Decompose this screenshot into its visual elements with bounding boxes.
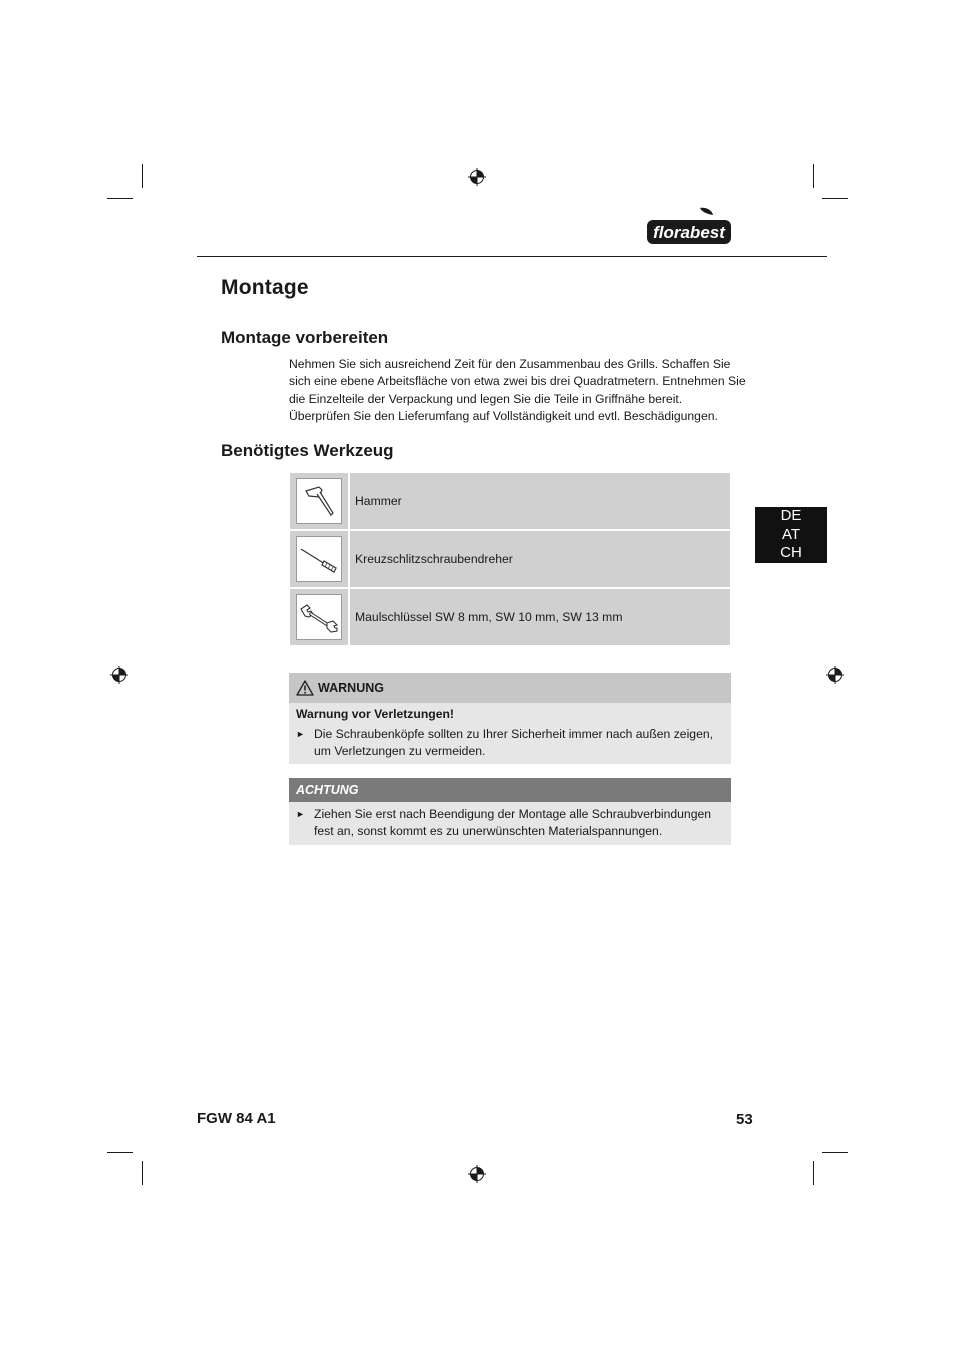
bullet-item bbox=[296, 726, 723, 761]
tool-row bbox=[290, 473, 730, 531]
language-tab bbox=[755, 507, 827, 563]
caution-box bbox=[289, 778, 731, 845]
crop-mark bbox=[822, 1152, 848, 1153]
section-heading-tools: Benötigtes Werkzeug bbox=[221, 441, 394, 460]
language-code: CH bbox=[780, 544, 802, 561]
footer-model: FGW 84 A1 bbox=[197, 1110, 276, 1127]
tool-label: Kreuzschlitzschraubendreher bbox=[355, 552, 513, 566]
tool-image-cell bbox=[290, 589, 350, 645]
paragraph-line: Überprüfen Sie den Lieferumfang auf Vollständigkeit und evtl. Beschädigungen. bbox=[289, 409, 718, 424]
tool-row bbox=[290, 531, 730, 589]
language-code: DE bbox=[780, 507, 802, 524]
registration-mark-icon bbox=[826, 666, 844, 684]
bullet-line: fest an, sonst kommt es zu unerwünschten Materialspannungen. bbox=[314, 824, 663, 839]
crop-mark bbox=[142, 164, 143, 188]
caution-header bbox=[289, 778, 731, 802]
crop-mark bbox=[813, 164, 814, 188]
paragraph-line: Nehmen Sie sich ausreichend Zeit für den Zusammenbau des Grills. Schaffen Sie bbox=[289, 357, 731, 371]
tool-label: Hammer bbox=[355, 494, 402, 508]
bullet-line: um Verletzungen zu vermeiden. bbox=[314, 744, 486, 759]
registration-mark-icon bbox=[468, 1165, 486, 1183]
page-number: 53 bbox=[736, 1111, 753, 1128]
tools-table bbox=[290, 473, 730, 645]
paragraph-line: sich eine ebene Arbeitsfläche von etwa zwei bis drei Quadratmetern. Entnehmen Sie bbox=[289, 374, 746, 389]
tool-image-cell bbox=[290, 531, 350, 587]
crop-mark bbox=[107, 198, 133, 199]
warning-triangle-icon bbox=[296, 680, 314, 696]
tool-row bbox=[290, 589, 730, 645]
bullet-line: Ziehen Sie erst nach Beendigung der Montage alle Schraubverbindungen bbox=[314, 807, 712, 821]
bullet-arrow-icon: ► bbox=[296, 729, 305, 739]
warning-box bbox=[289, 673, 731, 764]
registration-mark-icon bbox=[110, 666, 128, 684]
paragraph-line: die Einzelteile der Verpackung und legen Sie die Teile in Griffnähe bereit. bbox=[289, 391, 683, 406]
screwdriver-icon bbox=[296, 536, 342, 582]
wrench-icon bbox=[296, 594, 342, 640]
warning-body bbox=[289, 703, 731, 764]
crop-mark bbox=[822, 198, 848, 199]
crop-mark bbox=[107, 1152, 133, 1153]
tool-image-cell bbox=[290, 473, 350, 529]
warning-label: WARNUNG bbox=[318, 681, 384, 695]
language-code: AT bbox=[781, 525, 801, 543]
header-rule bbox=[197, 256, 827, 257]
crop-mark bbox=[813, 1161, 814, 1185]
bullet-arrow-icon: ► bbox=[296, 809, 305, 819]
prepare-paragraph bbox=[289, 356, 746, 426]
hammer-icon bbox=[296, 478, 342, 524]
crop-mark bbox=[142, 1161, 143, 1185]
bullet-line: Die Schraubenköpfe sollten zu Ihrer Sicherheit immer nach außen zeigen, bbox=[314, 727, 714, 741]
logo-text: florabest bbox=[653, 223, 725, 242]
registration-mark-icon bbox=[468, 168, 486, 186]
caution-label: ACHTUNG bbox=[296, 783, 359, 797]
warning-header bbox=[289, 673, 731, 703]
florabest-logo bbox=[646, 206, 732, 246]
tool-label: Maulschlüssel SW 8 mm, SW 10 mm, SW 13 mm bbox=[355, 610, 623, 624]
section-heading-prepare: Montage vorbereiten bbox=[221, 328, 389, 347]
caution-body bbox=[289, 802, 731, 845]
warning-subtitle: Warnung vor Verletzungen! bbox=[296, 707, 454, 721]
bullet-item bbox=[296, 806, 723, 841]
page-title: Montage bbox=[221, 276, 309, 299]
